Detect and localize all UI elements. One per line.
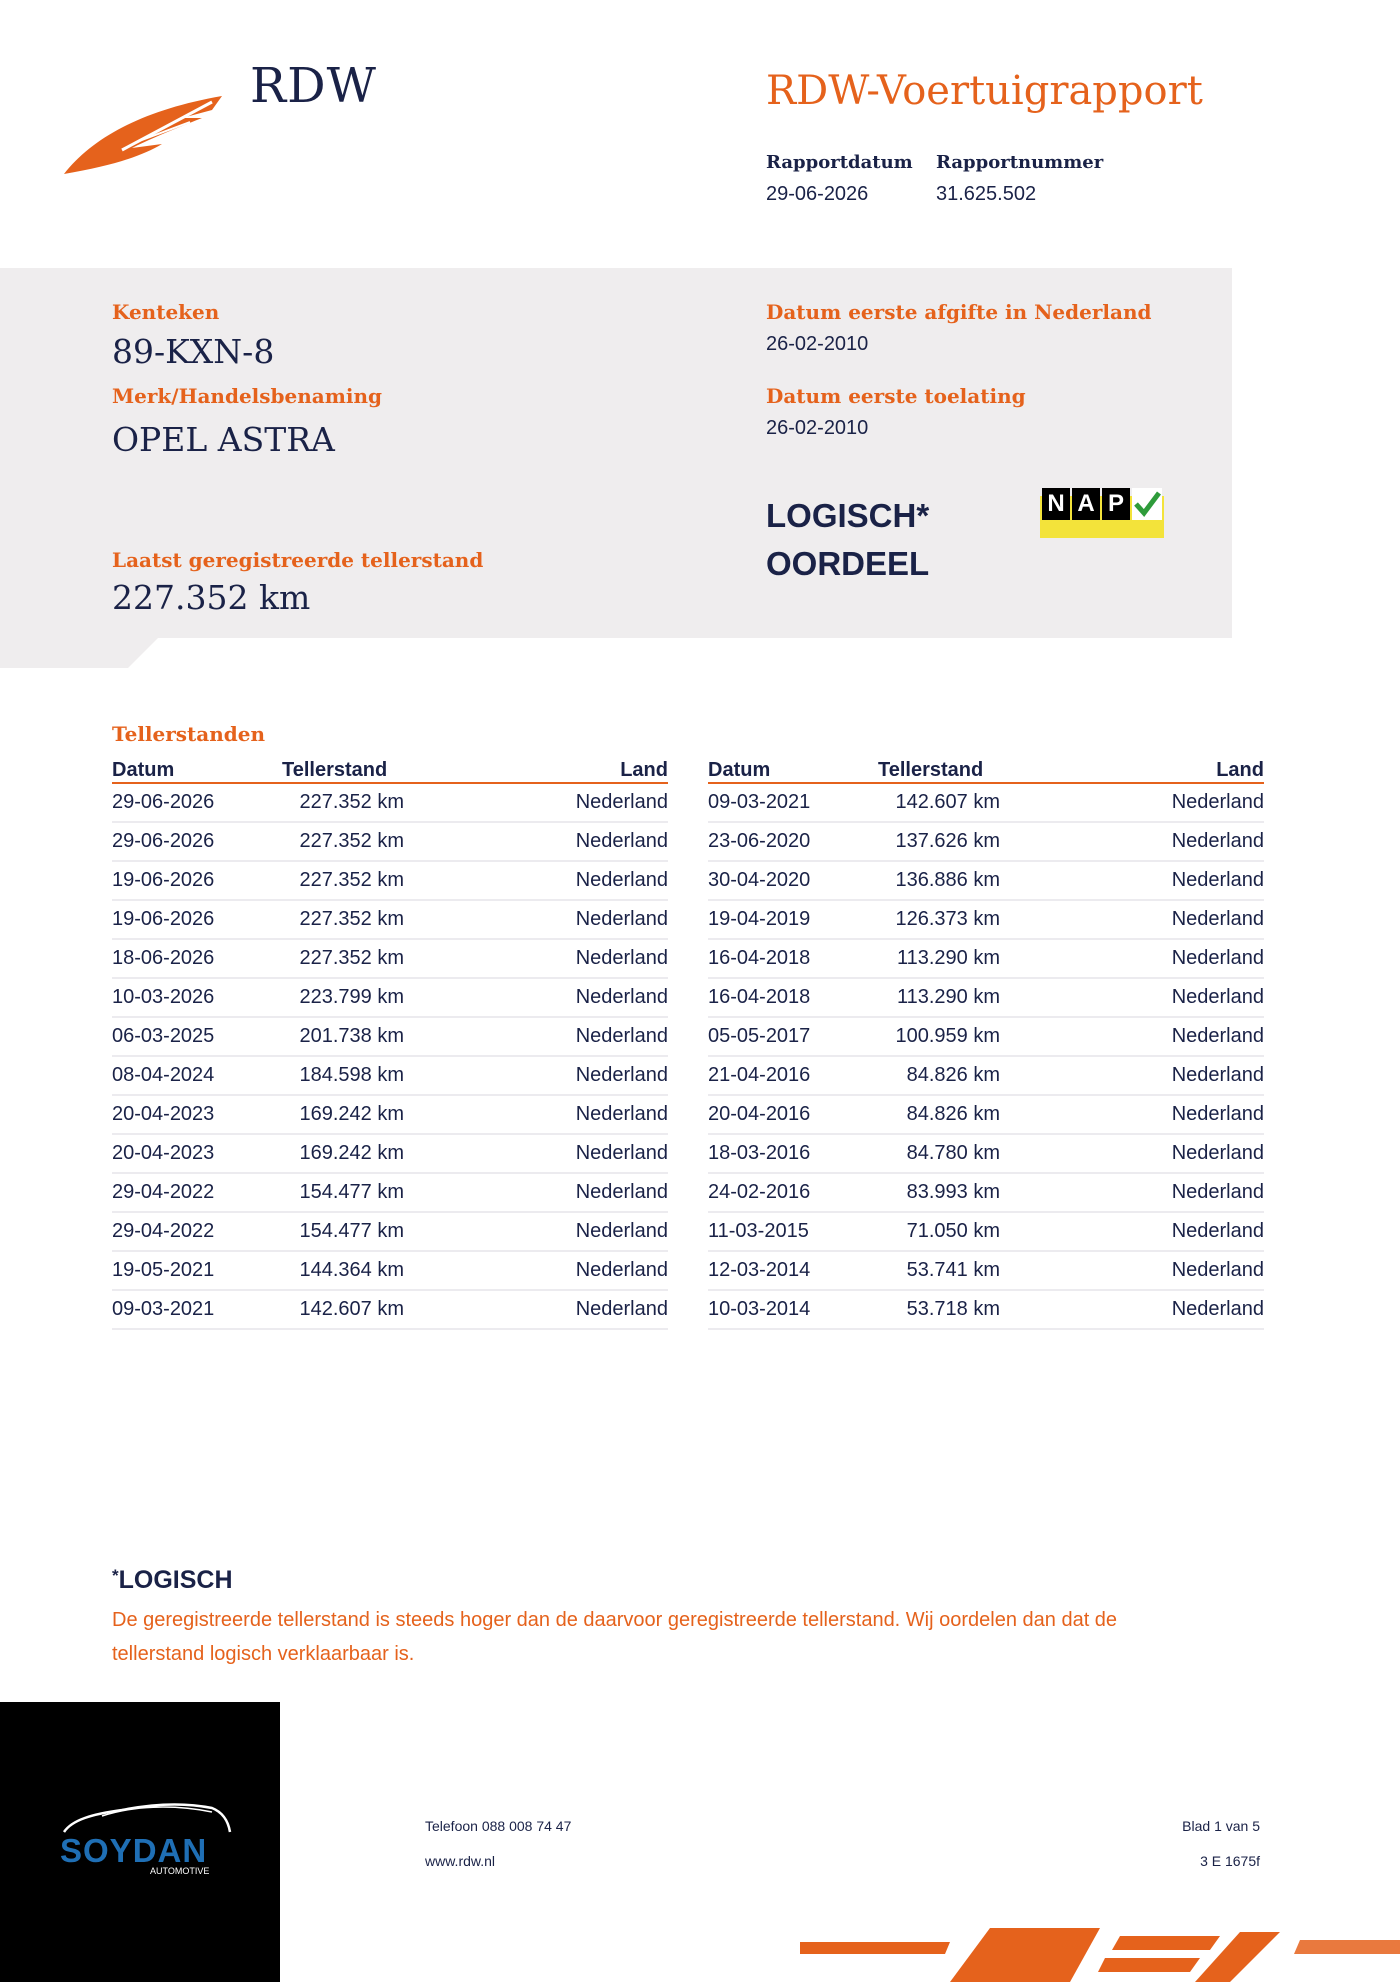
row-reading: 201.738 km — [299, 1025, 404, 1047]
row-date: 10-03-2014 — [708, 1298, 811, 1320]
row-reading: 126.373 km — [895, 908, 1000, 930]
judgement-line-2: OORDEEL — [766, 545, 930, 582]
row-date: 08-04-2024 — [112, 1064, 215, 1086]
odometer-table-title: Tellerstanden — [112, 722, 266, 746]
report-date-label: Rapportdatum — [766, 152, 913, 173]
row-reading: 84.780 km — [906, 1142, 1000, 1164]
row-reading: 137.626 km — [895, 830, 1000, 852]
header-reading: Tellerstand — [282, 759, 388, 781]
footnote-star: * — [112, 1566, 119, 1585]
row-country: Nederland — [575, 1181, 668, 1203]
row-country: Nederland — [575, 947, 668, 969]
row-date: 06-03-2025 — [112, 1025, 215, 1047]
first-admission-label: Datum eerste toelating — [766, 384, 1026, 408]
report-date: 29-06-2026 — [766, 183, 869, 205]
row-date: 16-04-2018 — [708, 947, 811, 969]
odometer-table-right — [708, 752, 1264, 1330]
dealer-subtitle: AUTOMOTIVE — [150, 1866, 210, 1876]
row-date: 29-04-2022 — [112, 1181, 215, 1203]
row-date: 12-03-2014 — [708, 1259, 811, 1281]
first-issue-nl-value: 26-02-2010 — [766, 333, 869, 355]
header-date: Datum — [708, 759, 771, 781]
table-row — [112, 901, 668, 940]
row-country: Nederland — [1171, 791, 1264, 813]
check-icon — [1132, 488, 1162, 520]
row-country: Nederland — [1171, 1181, 1264, 1203]
footnote-title — [112, 1566, 233, 1595]
row-date: 24-02-2016 — [708, 1181, 811, 1203]
row-date: 23-06-2020 — [708, 830, 811, 852]
row-date: 19-04-2019 — [708, 908, 811, 930]
row-reading: 227.352 km — [299, 869, 404, 891]
row-reading: 227.352 km — [299, 830, 404, 852]
table-row — [112, 1291, 668, 1330]
panel-notch — [0, 636, 160, 668]
table-body — [112, 784, 668, 1330]
footer-phone: Telefoon 088 008 74 47 — [425, 1818, 572, 1834]
table-row — [708, 1018, 1264, 1057]
row-country: Nederland — [1171, 830, 1264, 852]
table-row — [112, 823, 668, 862]
row-reading: 154.477 km — [299, 1181, 404, 1203]
brand-wordmark: RDW — [250, 58, 377, 114]
make-label: Merk/Handelsbenaming — [112, 384, 383, 408]
table-row — [112, 784, 668, 823]
header-reading: Tellerstand — [878, 759, 984, 781]
row-reading: 144.364 km — [299, 1259, 404, 1281]
row-reading: 100.959 km — [895, 1025, 1000, 1047]
footnote-title-text: LOGISCH — [118, 1566, 233, 1594]
row-reading: 84.826 km — [906, 1064, 1000, 1086]
header-date: Datum — [112, 759, 175, 781]
table-row — [708, 784, 1264, 823]
row-reading: 84.826 km — [906, 1103, 1000, 1125]
header-country: Land — [620, 759, 668, 781]
table-row — [708, 1057, 1264, 1096]
table-header — [112, 752, 668, 784]
row-date: 09-03-2021 — [112, 1298, 215, 1320]
row-reading: 227.352 km — [299, 791, 404, 813]
row-country: Nederland — [1171, 1220, 1264, 1242]
table-row — [112, 940, 668, 979]
first-admission-value: 26-02-2010 — [766, 417, 869, 439]
row-country: Nederland — [575, 869, 668, 891]
make-value: OPEL ASTRA — [112, 420, 335, 459]
row-reading: 136.886 km — [895, 869, 1000, 891]
row-country: Nederland — [1171, 1142, 1264, 1164]
row-country: Nederland — [575, 1259, 668, 1281]
table-row — [112, 1213, 668, 1252]
row-reading: 184.598 km — [299, 1064, 404, 1086]
footer-website[interactable]: www.rdw.nl — [425, 1853, 496, 1869]
row-reading: 169.242 km — [299, 1142, 404, 1164]
odometer-judgement — [766, 492, 929, 588]
row-country: Nederland — [575, 1220, 668, 1242]
table-body — [708, 784, 1264, 1330]
row-date: 10-03-2026 — [112, 986, 215, 1008]
row-country: Nederland — [575, 1298, 668, 1320]
table-row — [112, 1174, 668, 1213]
row-country: Nederland — [575, 1025, 668, 1047]
row-date: 21-04-2016 — [708, 1064, 811, 1086]
footer-page-number: Blad 1 van 5 — [1182, 1818, 1260, 1834]
row-reading: 227.352 km — [299, 908, 404, 930]
row-date: 18-03-2016 — [708, 1142, 811, 1164]
header-country: Land — [1216, 759, 1264, 781]
table-row — [708, 979, 1264, 1018]
table-row — [708, 901, 1264, 940]
table-row — [708, 1174, 1264, 1213]
row-country: Nederland — [1171, 986, 1264, 1008]
table-row — [112, 1096, 668, 1135]
first-issue-nl-label: Datum eerste afgifte in Nederland — [766, 300, 1152, 324]
plate-label: Kenteken — [112, 300, 220, 324]
nap-badge — [1040, 488, 1164, 538]
dealer-name: SOYDAN — [60, 1832, 208, 1869]
row-country: Nederland — [1171, 1025, 1264, 1047]
row-reading: 223.799 km — [299, 986, 404, 1008]
row-country: Nederland — [1171, 1259, 1264, 1281]
report-number-label: Rapportnummer — [936, 152, 1104, 173]
rdw-logo-mark — [62, 88, 232, 178]
row-date: 11-03-2015 — [708, 1220, 809, 1242]
table-row — [708, 1252, 1264, 1291]
nap-letter-n: N — [1042, 488, 1070, 520]
row-country: Nederland — [1171, 1064, 1264, 1086]
table-row — [708, 1291, 1264, 1330]
row-date: 29-06-2026 — [112, 830, 215, 852]
row-country: Nederland — [575, 986, 668, 1008]
last-odometer-label: Laatst geregistreerde tellerstand — [112, 548, 484, 572]
row-date: 09-03-2021 — [708, 791, 811, 813]
row-reading: 53.741 km — [906, 1259, 1000, 1281]
report-number: 31.625.502 — [936, 183, 1037, 205]
table-row — [112, 862, 668, 901]
row-country: Nederland — [575, 830, 668, 852]
row-date: 29-04-2022 — [112, 1220, 215, 1242]
row-country: Nederland — [1171, 1298, 1264, 1320]
table-row — [112, 979, 668, 1018]
row-reading: 227.352 km — [299, 947, 404, 969]
row-country: Nederland — [575, 791, 668, 813]
row-reading: 169.242 km — [299, 1103, 404, 1125]
table-row — [112, 1135, 668, 1174]
table-row — [112, 1057, 668, 1096]
row-country: Nederland — [1171, 908, 1264, 930]
table-row — [708, 862, 1264, 901]
footer-doc-code: 3 E 1675f — [1200, 1853, 1260, 1869]
table-row — [112, 1018, 668, 1057]
table-row — [708, 1213, 1264, 1252]
row-reading: 142.607 km — [895, 791, 1000, 813]
row-reading: 83.993 km — [906, 1181, 1000, 1203]
row-date: 19-06-2026 — [112, 869, 215, 891]
last-odometer-value: 227.352 km — [112, 578, 311, 617]
nap-letter-p: P — [1102, 488, 1130, 520]
row-date: 20-04-2023 — [112, 1142, 215, 1164]
row-country: Nederland — [575, 1103, 668, 1125]
row-country: Nederland — [1171, 947, 1264, 969]
judgement-line-1: LOGISCH* — [766, 497, 930, 534]
row-date: 18-06-2026 — [112, 947, 215, 969]
row-date: 29-06-2026 — [112, 791, 215, 813]
row-date: 20-04-2016 — [708, 1103, 811, 1125]
row-country: Nederland — [575, 1142, 668, 1164]
row-country: Nederland — [1171, 869, 1264, 891]
row-date: 20-04-2023 — [112, 1103, 215, 1125]
table-row — [708, 1096, 1264, 1135]
row-date: 05-05-2017 — [708, 1025, 811, 1047]
plate-value: 89-KXN-8 — [112, 332, 275, 371]
nap-letter-a: A — [1072, 488, 1100, 520]
car-silhouette-icon — [62, 1800, 232, 1834]
row-reading: 71.050 km — [906, 1220, 1000, 1242]
row-reading: 113.290 km — [896, 986, 1000, 1008]
row-date: 19-06-2026 — [112, 908, 215, 930]
row-date: 30-04-2020 — [708, 869, 811, 891]
row-country: Nederland — [575, 908, 668, 930]
row-reading: 113.290 km — [896, 947, 1000, 969]
row-date: 16-04-2018 — [708, 986, 811, 1008]
odometer-table-left — [112, 752, 668, 1330]
row-country: Nederland — [575, 1064, 668, 1086]
table-row — [112, 1252, 668, 1291]
row-date: 19-05-2021 — [112, 1259, 215, 1281]
table-header — [708, 752, 1264, 784]
table-row — [708, 823, 1264, 862]
report-title: RDW-Voertuigrapport — [766, 68, 1203, 114]
row-country: Nederland — [1171, 1103, 1264, 1125]
row-reading: 53.718 km — [906, 1298, 1000, 1320]
footnote-text: De geregistreerde tellerstand is steeds hoger dan de daarvoor geregistreerde tellerstand. Wij oordelen dan dat de tellerstand logisch verklaarbaar is. — [112, 1609, 1118, 1665]
table-row — [708, 1135, 1264, 1174]
row-reading: 154.477 km — [299, 1220, 404, 1242]
row-reading: 142.607 km — [299, 1298, 404, 1320]
decorative-stripes — [800, 1920, 1400, 1982]
table-row — [708, 940, 1264, 979]
